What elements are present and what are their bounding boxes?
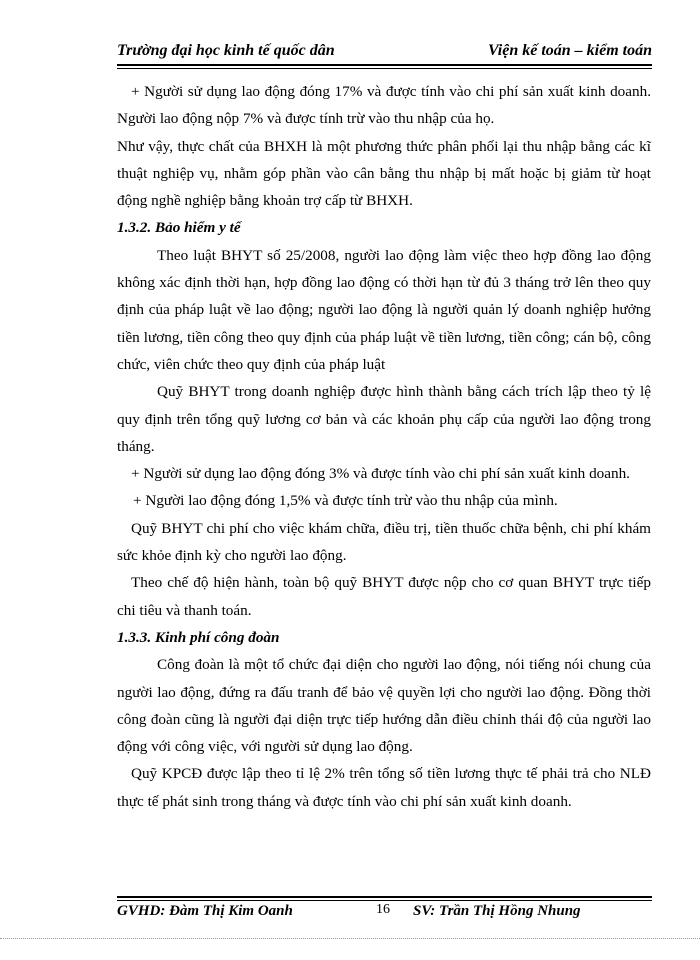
document-body <box>117 78 651 815</box>
paragraph-employer-bhxh: + Người sử dụng lao động đóng 17% và được tính vào chi phí sản xuất kinh doanh. Người lao động nộp 7% và được tính trừ vào thu nhập của họ. <box>117 83 651 128</box>
footer-supervisor: GVHD: Đàm Thị Kim Oanh <box>117 903 293 919</box>
header-divider <box>117 64 652 69</box>
page-number: 16 <box>376 902 390 917</box>
paragraph-bhyt-expenses: Quỹ BHYT chi phí cho việc khám chữa, điều trị, tiền thuốc chữa bệnh, chi phí khám sức khỏe định kỳ cho người lao động. <box>117 519 651 565</box>
section-heading-kpcd: 1.3.3. Kinh phí công đoàn <box>117 628 280 646</box>
page-break-line <box>0 938 700 939</box>
paragraph-employee-bhyt: + Người lao động đóng 1,5% và được tính trừ vào thu nhập của mình. <box>133 492 558 510</box>
paragraph-bhyt-payment: Theo chế độ hiện hành, toàn bộ quỹ BHYT được nộp cho cơ quan BHYT trực tiếp chi tiêu và thanh toán. <box>117 574 651 619</box>
paragraph-employer-bhyt: + Người sử dụng lao động đóng 3% và được tính vào chi phí sản xuất kinh doanh. <box>131 465 630 483</box>
paragraph-bhxh-summary: Như vậy, thực chất của BHXH là một phương thức phân phối lại thu nhập bằng các kĩ thuật nghiệp vụ, nhằm góp phần vào cân bằng thu nhập bị mất hoặc bị giảm từ hoạt động nghề nghiệp bằng khoản trợ cấp từ BHXH. <box>117 137 651 210</box>
section-heading-bhyt: 1.3.2. Bảo hiểm y tế <box>117 219 241 237</box>
footer-student: SV: Trần Thị Hồng Nhung <box>413 903 581 919</box>
paragraph-bhyt-fund: Quỹ BHYT trong doanh nghiệp được hình thành bằng cách trích lập theo tỷ lệ quy định trên tổng quỹ lương cơ bản và các khoản phụ cấp của người lao động trong tháng. <box>117 383 651 455</box>
paragraph-bhyt-law: Theo luật BHYT số 25/2008, người lao động làm việc theo hợp đồng lao động không xác định thời hạn, hợp đồng lao động có thời hạn từ đủ 3 tháng trở lên theo quy định của pháp luật về lao động; người lao động là người quản lý doanh nghiệp hưởng tiền lương, tiền công theo quy định của pháp luật về tiền lương, tiền công; cán bộ, công chức, viên chức theo quy định của pháp luật <box>117 246 651 373</box>
page-footer <box>117 901 652 925</box>
paragraph-kpcd-fund: Quỹ KPCĐ được lập theo tỉ lệ 2% trên tổng số tiền lương thực tế phải trả cho NLĐ thực tế phát sinh trong tháng và được tính vào chi phí sản xuất kinh doanh. <box>117 765 651 810</box>
paragraph-union-role: Công đoàn là một tổ chức đại diện cho người lao động, nói tiếng nói chung của người lao động, đứng ra đấu tranh để bảo vệ quyền lợi cho người lao động. Đồng thời công đoàn cũng là người đại diện trực tiếp hướng dẫn điều chỉnh thái độ của người lao động với công việc, với người sử dụng lao động. <box>117 656 651 756</box>
header-institute: Viện kế toán – kiểm toán <box>487 42 652 59</box>
header-university: Trường đại học kinh tế quốc dân <box>117 42 335 59</box>
page-header <box>117 38 652 64</box>
